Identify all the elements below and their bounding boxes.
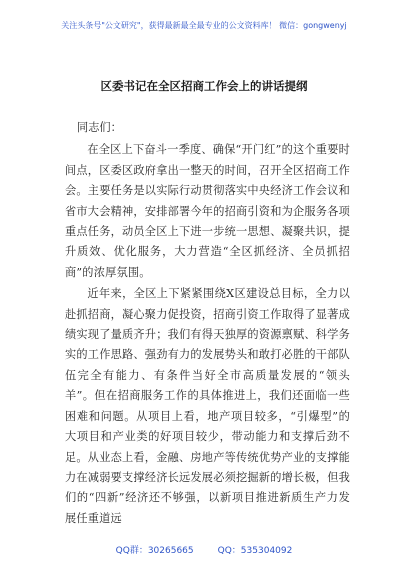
qq-label: QQ：535304092: [217, 546, 293, 556]
paragraph: 在全区上下奋斗一季度、确保“开门红”的这个重要时间点，区委区政府拿出一整天的时间，召开全区招商工作会。主要任务是以实际行动贯彻落实中央经济工作会议和省市大会精神，安排部署今年的招商引资和为企服务各项重点任务，动员全区上下进一步统一思想、凝聚共识，提升质效、优化服务，大力营造“全区抓经济、全员抓招商”的浓厚氛围。: [65, 143, 350, 279]
footer-contacts: [0, 543, 408, 556]
document-body: [65, 118, 350, 530]
header-banner: 关注头条号"公文研究"，获得最新最全最专业的公文资料库！ 微信：gongwenyj: [61, 21, 347, 30]
salutation: 同志们：: [77, 121, 122, 134]
paragraph: 近年来，全区上下紧紧围绕X区建设总目标，全力以赴抓招商，凝心聚力促投资，招商引资工作取得了显著成绩实现了量质齐升；我们有得天独厚的资源禀赋、科学务实的工作思路、强劲有力的发展势头和敢打必胜的干部队伍完全有能力、有条件当好全市高质量发展的“领头羊”。但在招商服务工作的具体推进上，我们还面临一些困难和问题。从项目上看，地产项目较多，“引爆型”的大项目和产业类的好项目较少，带动能力和支撑后劲不足。从业态上看，金融、房地产等传统优势产业的支撑能力在减弱要支撑经济长远发展必须挖掘新的增长极，但我们的“四新”经济还不够强，以新项目推进新质生产力发展任重道远: [65, 287, 350, 525]
qq-group-label: QQ群：30265665: [115, 546, 194, 556]
document-title: 区委书记在全区招商工作会上的讲话提纲: [100, 79, 308, 93]
